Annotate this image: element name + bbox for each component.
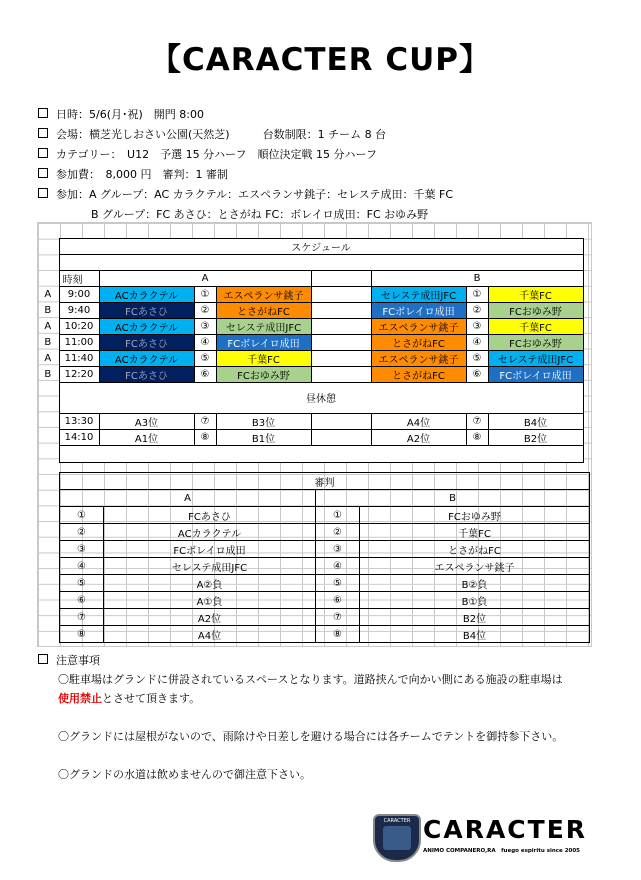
logo-tagline: ANIMO COMPANERO,RA fuego espiritu since 2005	[423, 848, 581, 854]
group-label: B	[44, 336, 52, 348]
match-number: ⑤	[316, 575, 360, 592]
referee-row	[60, 575, 590, 592]
match-number: ⑥	[466, 366, 488, 382]
match-number: ⑤	[194, 350, 216, 366]
badge-shield-icon	[383, 826, 411, 850]
match-number: ③	[466, 318, 488, 334]
spacer-cell	[59, 255, 583, 271]
info-category	[38, 145, 453, 165]
team-b-away: FCおゆみ野	[488, 334, 583, 350]
schedule-row	[37, 366, 583, 382]
team-b-home: A2位	[371, 429, 466, 445]
club-badge-icon	[373, 814, 421, 862]
match-time: 9:00	[59, 286, 99, 302]
match-time: 10:20	[59, 318, 99, 334]
lunch-row	[37, 382, 583, 413]
match-number: ⑤	[60, 575, 104, 592]
referee-row	[60, 507, 590, 524]
team-a-away: B3位	[216, 413, 311, 429]
team-a-home: ACカラクテル	[99, 350, 194, 366]
empty-cell	[37, 445, 59, 462]
info-venue-text: 会場：横芝光しおさい公園(天然芝) 台数制限：1 チーム 8 台	[56, 128, 387, 141]
referee-team-a: A4位	[104, 626, 316, 643]
col-group-b: B	[316, 490, 590, 507]
schedule-row	[37, 302, 583, 318]
match-number: ③	[316, 541, 360, 558]
empty-cell	[311, 318, 371, 334]
match-time: 13:30	[59, 413, 99, 429]
schedule-heading-row	[37, 239, 583, 255]
page-title: 【CARACTER CUP】	[150, 42, 491, 78]
team-b-away: B4位	[488, 413, 583, 429]
match-number: ⑥	[316, 592, 360, 609]
info-group-a-text: 参加：A グループ：AC カラクテル：エスペランサ銚子：セレステ成田：千葉 FC	[56, 188, 454, 201]
team-b-home: とさがねFC	[371, 366, 466, 382]
team-a-home: ACカラクテル	[99, 286, 194, 302]
team-a-home: ACカラクテル	[99, 318, 194, 334]
team-b-away: FCおゆみ野	[488, 302, 583, 318]
info-group-b: B グループ：FC あさひ：とさがね FC：ボレイロ成田：FC おゆみ野	[91, 208, 429, 221]
event-info	[38, 105, 453, 225]
match-number: ④	[60, 558, 104, 575]
team-b-away: 千葉FC	[488, 286, 583, 302]
match-number: ②	[60, 524, 104, 541]
schedule-row	[37, 350, 583, 366]
empty-cell	[37, 270, 59, 286]
schedule-spacer-row	[37, 255, 583, 271]
referee-team-a: セレステ成田JFC	[104, 558, 316, 575]
match-number: ①	[316, 507, 360, 524]
match-number: ①	[60, 507, 104, 524]
info-category-text: カテゴリー： U12 予選 15 分ハーフ 順位決定戦 15 分ハーフ	[56, 148, 377, 161]
match-number: ③	[194, 318, 216, 334]
team-b-away: B2位	[488, 429, 583, 445]
match-number: ⑦	[60, 609, 104, 626]
team-a-away: とさがねFC	[216, 302, 311, 318]
match-time: 12:20	[59, 366, 99, 382]
match-number: ②	[194, 302, 216, 318]
match-number: ④	[194, 334, 216, 350]
team-a-home: A3位	[99, 413, 194, 429]
info-fee	[38, 165, 453, 185]
logo-wordmark: CARACTER	[423, 815, 588, 844]
match-number: ②	[466, 302, 488, 318]
match-number: ⑧	[466, 429, 488, 445]
empty-cell	[37, 239, 59, 255]
team-b-home: セレステ成田JFC	[371, 286, 466, 302]
note-parking-text: 〇駐車場はグランドに併設されているスペースとなります。道路挟んで向かい側にある施設の駐車場は	[58, 673, 563, 686]
empty-cell	[311, 302, 371, 318]
group-label: A	[44, 288, 52, 300]
badge-label: CARACTER	[383, 818, 411, 824]
match-number: ⑧	[60, 626, 104, 643]
match-number: ⑦	[466, 413, 488, 429]
match-number: ①	[194, 286, 216, 302]
referee-team-a: A2位	[104, 609, 316, 626]
schedule-heading: スケジュール	[59, 239, 583, 255]
info-fee-text: 参加費： 8,000 円 審判：1 審制	[56, 168, 228, 181]
note-parking-2	[38, 689, 563, 708]
checkbox-icon	[38, 128, 48, 138]
team-a-away: FCおゆみ野	[216, 366, 311, 382]
referee-team-b: B②負	[360, 575, 590, 592]
match-number: ⑥	[60, 592, 104, 609]
empty-cell	[37, 255, 59, 271]
team-a-away: セレステ成田JFC	[216, 318, 311, 334]
match-number: ④	[466, 334, 488, 350]
referee-team-b: FCおゆみ野	[360, 507, 590, 524]
info-date-text: 日時：5/6(月･祝) 開門 8:00	[56, 108, 204, 121]
empty-cell	[37, 382, 59, 413]
team-b-home: エスペランサ銚子	[371, 318, 466, 334]
referee-row	[60, 558, 590, 575]
info-group-a	[38, 185, 453, 205]
note-parking-rest: とさせて頂きます。	[102, 692, 201, 705]
referee-team-a: FCボレイロ成田	[104, 541, 316, 558]
note-parking-prohibited: 使用禁止	[58, 692, 102, 705]
match-time: 14:10	[59, 429, 99, 445]
referee-team-a: ACカラクテル	[104, 524, 316, 541]
team-a-home: FCあさひ	[99, 334, 194, 350]
match-number: ③	[60, 541, 104, 558]
empty-cell	[37, 429, 59, 445]
match-number: ⑦	[316, 609, 360, 626]
team-b-home: FCボレイロ成田	[371, 302, 466, 318]
info-venue	[38, 125, 453, 145]
schedule-table	[37, 238, 584, 463]
schedule-row	[37, 318, 583, 334]
match-time: 11:00	[59, 334, 99, 350]
schedule-header-row	[37, 270, 583, 286]
checkbox-icon	[38, 148, 48, 158]
schedule-row	[37, 286, 583, 302]
notes-section	[38, 651, 563, 784]
team-a-home: A1位	[99, 429, 194, 445]
finals-row	[37, 413, 583, 429]
team-a-away: 千葉FC	[216, 350, 311, 366]
referee-row	[60, 626, 590, 643]
match-number: ②	[316, 524, 360, 541]
team-b-away: FCボレイロ成田	[488, 366, 583, 382]
empty-cell	[311, 334, 371, 350]
match-time: 11:40	[59, 350, 99, 366]
col-time: 時刻	[59, 270, 99, 286]
empty-cell	[311, 350, 371, 366]
empty-cell	[311, 286, 371, 302]
team-b-home: A4位	[371, 413, 466, 429]
team-a-away: FCボレイロ成田	[216, 334, 311, 350]
team-b-home: とさがねFC	[371, 334, 466, 350]
referee-team-b: B①負	[360, 592, 590, 609]
empty-cell	[311, 366, 371, 382]
empty-cell	[311, 429, 371, 445]
checkbox-icon	[38, 168, 48, 178]
spacer-cell	[59, 445, 583, 462]
referee-header-row	[60, 490, 590, 507]
referee-row	[60, 609, 590, 626]
caracter-logo	[371, 812, 601, 864]
referee-row	[60, 592, 590, 609]
team-b-away: 千葉FC	[488, 318, 583, 334]
note-tent: 〇グランドには屋根がないので、雨除けや日差しを避ける場合には各チームでテントを御持参下さい。	[58, 730, 564, 743]
match-number: ④	[316, 558, 360, 575]
schedule-spacer-row	[37, 445, 583, 462]
group-label: A	[44, 352, 52, 364]
referee-team-b: 千葉FC	[360, 524, 590, 541]
empty-cell	[311, 270, 371, 286]
match-number: ⑤	[466, 350, 488, 366]
referee-row	[60, 524, 590, 541]
match-number: ⑧	[316, 626, 360, 643]
col-group-a: A	[60, 490, 316, 507]
schedule-row	[37, 334, 583, 350]
match-number: ①	[466, 286, 488, 302]
team-a-away: B1位	[216, 429, 311, 445]
group-label: B	[44, 304, 52, 316]
referee-team-a: FCあさひ	[104, 507, 316, 524]
referee-team-b: とさがねFC	[360, 541, 590, 558]
finals-row	[37, 429, 583, 445]
team-a-home: FCあさひ	[99, 366, 194, 382]
checkbox-icon	[38, 654, 48, 664]
lunch-break: 昼休憩	[59, 382, 583, 413]
checkbox-icon	[38, 108, 48, 118]
match-number: ⑦	[194, 413, 216, 429]
match-time: 9:40	[59, 302, 99, 318]
team-b-away: セレステ成田JFC	[488, 350, 583, 366]
empty-cell	[37, 413, 59, 429]
referee-team-a: A①負	[104, 592, 316, 609]
col-group-b: B	[371, 270, 583, 286]
group-label: B	[44, 368, 52, 380]
team-b-home: エスペランサ銚子	[371, 350, 466, 366]
col-group-a: A	[99, 270, 311, 286]
referee-team-b: B4位	[360, 626, 590, 643]
empty-cell	[311, 413, 371, 429]
group-label: A	[44, 320, 52, 332]
referee-team-b: B2位	[360, 609, 590, 626]
info-date	[38, 105, 453, 125]
note-water: 〇グランドの水道は飲めませんので御注意下さい。	[58, 768, 311, 781]
note-parking	[38, 670, 563, 689]
referee-team-a: A②負	[104, 575, 316, 592]
notes-heading: 注意事項	[56, 654, 100, 667]
referee-table	[59, 472, 590, 643]
match-number: ⑧	[194, 429, 216, 445]
match-number: ⑥	[194, 366, 216, 382]
referee-heading: 審判	[60, 473, 590, 490]
referee-row	[60, 541, 590, 558]
referee-heading-row	[60, 473, 590, 490]
team-a-home: FCあさひ	[99, 302, 194, 318]
referee-team-b: エスペランサ銚子	[360, 558, 590, 575]
checkbox-icon	[38, 188, 48, 198]
team-a-away: エスペランサ銚子	[216, 286, 311, 302]
